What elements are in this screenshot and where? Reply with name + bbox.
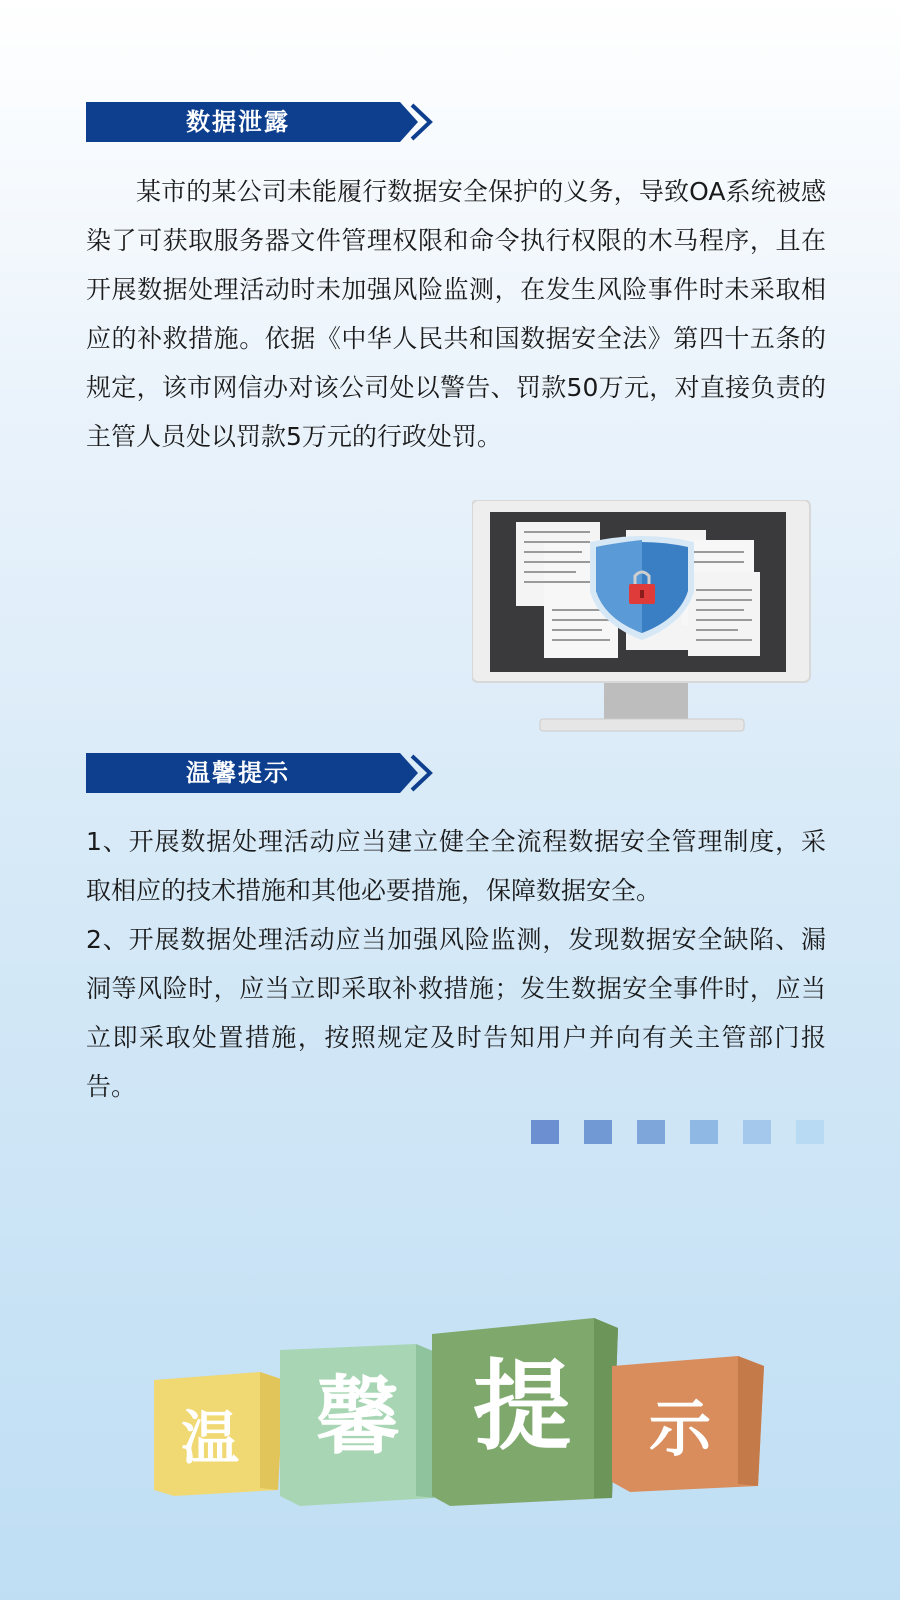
- section-title: 温馨提示: [186, 759, 290, 787]
- square-decoration: [796, 1120, 824, 1144]
- tip-paragraph-2: 2、开展数据处理活动应当加强风险监测，发现数据安全缺陷、漏洞等风险时，应当立即采取补救措施；发生数据安全事件时，应当立即采取处置措施，按照规定及时告知用户并向有关主管部门报告。: [86, 925, 826, 1101]
- square-decoration: [743, 1120, 771, 1144]
- title-blocks: [150, 1310, 780, 1520]
- square-decoration: [531, 1120, 559, 1144]
- block-4: [612, 1356, 764, 1492]
- square-decoration: [584, 1120, 612, 1144]
- case-paragraph: 某市的某公司未能履行数据安全保护的义务，导致OA系统被感染了可获取服务器文件管理权限和命令执行权限的木马程序，且在开展数据处理活动时未加强风险监测，在发生风险事件时未采取相应的补救措施。依据《中华人民共和国数据安全法》第四十五条的规定，该市网信办对该公司处以警告、罚款50万元，对直接负责的主管人员处以罚款5万元的行政处罚。: [86, 177, 826, 451]
- tip-paragraph-1: 1、开展数据处理活动应当建立健全全流程数据安全管理制度，采取相应的技术措施和其他必要措施，保障数据安全。: [86, 827, 826, 905]
- square-decoration: [690, 1120, 718, 1144]
- section-banner-data-leak: [86, 102, 436, 142]
- block-2: [280, 1344, 440, 1506]
- monitor-icon: [472, 500, 812, 740]
- block-char: 示: [648, 1392, 712, 1465]
- block-1: [154, 1372, 284, 1496]
- section-banner-tips: [86, 753, 436, 793]
- block-char: 温: [180, 1404, 240, 1472]
- block-3: [432, 1318, 618, 1506]
- block-char: 馨: [315, 1368, 401, 1466]
- block-char: 提: [472, 1350, 572, 1464]
- section-title: 数据泄露: [186, 108, 290, 136]
- square-decoration: [637, 1120, 665, 1144]
